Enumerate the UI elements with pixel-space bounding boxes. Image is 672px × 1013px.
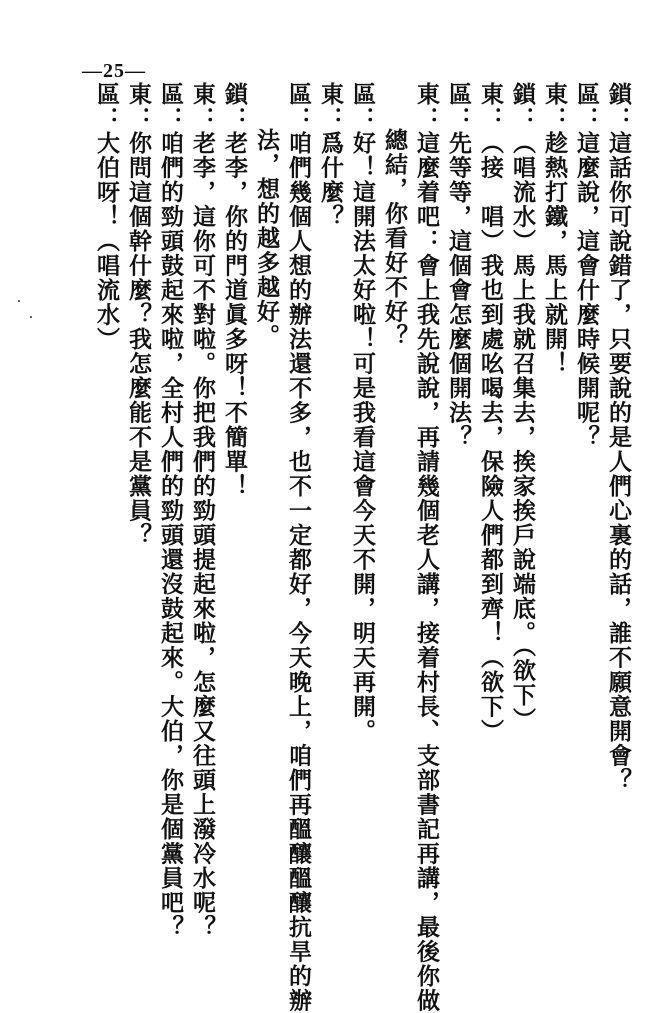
print-speck [18, 300, 20, 302]
text-column-continuation: 法，想的越多越好。 [253, 128, 280, 349]
text-column: 區：咱們的勁頭鼓起來啦，全村人們的勁頭還沒鼓起來。大伯，你是個黨員吧？ [157, 82, 184, 940]
text-column: 東：爲什麼？ [317, 82, 344, 229]
text-column: 鎖：這話你可說錯了，只要說的是人們心裏的話，誰不願意開會？ [605, 82, 632, 793]
text-column: 區：好！這開法太好啦！可是我看這會今天不開，明天再開。 [349, 82, 376, 744]
text-column: 東：（接 唱）我也到處吆喝去，保險人們都到齊！（欲下） [477, 82, 504, 744]
text-column: 區：咱們幾個人想的辦法還不多，也不一定都好，今天晚上，咱們再醞釀醞釀抗旱的辦 [285, 82, 312, 1013]
text-column: 鎖：老李，你的門道眞多呀！不簡單！ [221, 82, 248, 499]
text-column: 區：大伯呀！（唱流水） [93, 82, 120, 352]
text-column-continuation: 總結，你看好不好？ [381, 128, 408, 349]
text-column: 東：你問這個幹什麼？我怎麼能不是黨員？ [125, 82, 152, 548]
text-column: 區：先等等，這個會怎麼個開法？ [445, 82, 472, 450]
text-column: 區：這麼說，這會什麼時候開呢？ [573, 82, 600, 450]
text-column: 東：老李，這你可不對啦。你把我們的勁頭提起來啦，怎麼又往頭上潑冷水呢？ [189, 82, 216, 940]
text-column: 東：這麼着吧：會上我先說說，再請幾個老人講，接着村長、支部書記再講，最後你做 [413, 82, 440, 1013]
print-speck [30, 316, 32, 318]
text-column: 鎖：（唱流水）馬上我就召集去，挨家挨戶說端底。（欲下） [509, 82, 536, 732]
page-number: —25— [82, 60, 146, 82]
vertical-text-block [86, 82, 632, 1013]
text-column: 東：趁熱打鐵，馬上就開！ [541, 82, 568, 376]
